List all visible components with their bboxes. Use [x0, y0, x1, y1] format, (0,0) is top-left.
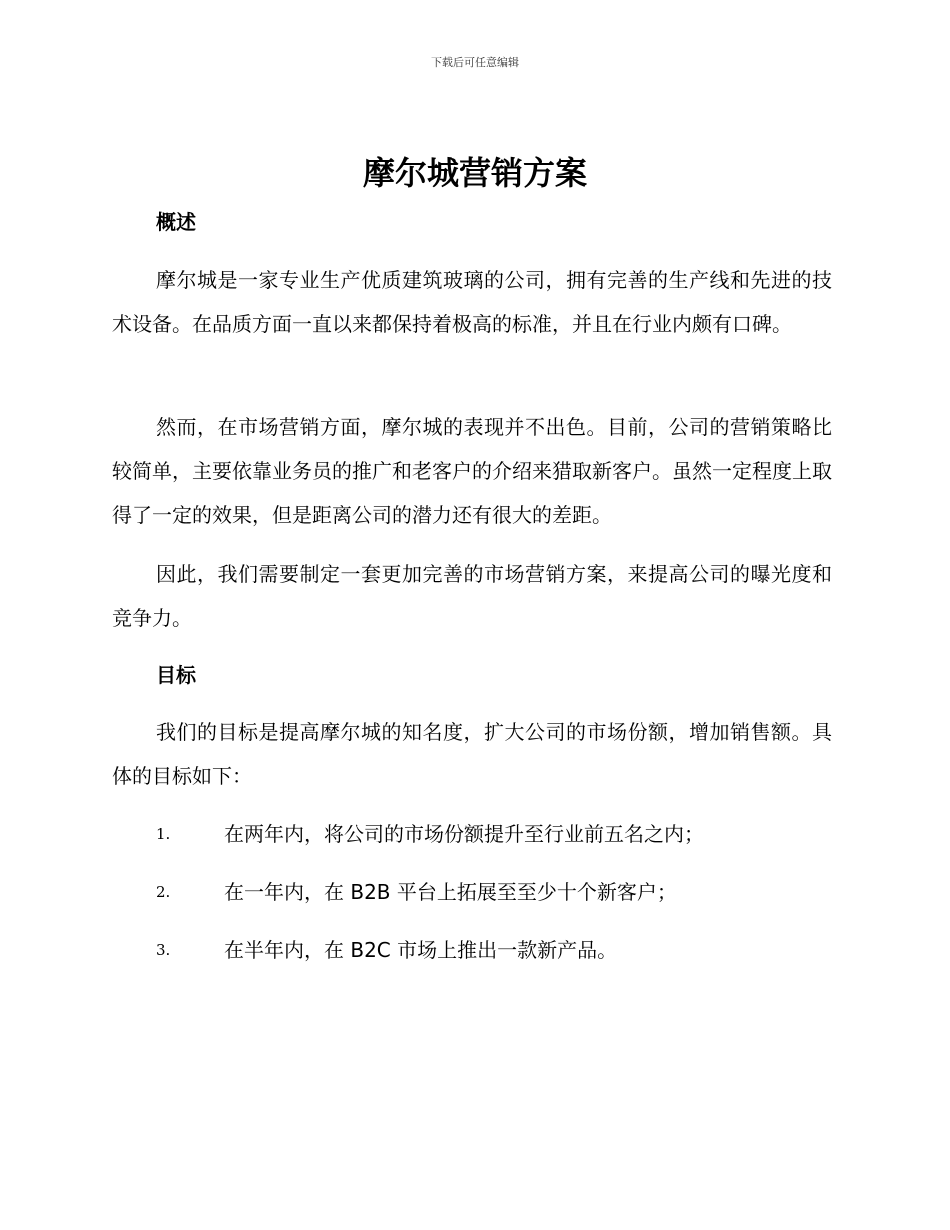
goal-list-item	[156, 876, 836, 908]
goal-list-item	[156, 934, 836, 966]
goal-list-item	[156, 818, 836, 850]
list-text: 在半年内，在 B2C 市场上推出一款新产品。	[224, 938, 618, 962]
list-text: 在一年内，在 B2B 平台上拓展至至少十个新客户；	[224, 880, 677, 904]
list-number: 2.	[156, 883, 171, 901]
overview-paragraph-2: 然而，在市场营销方面，摩尔城的表现并不出色。目前，公司的营销策略比较简单，主要依靠业务员的推广和老客户的介绍来猎取新客户。虽然一定程度上取得了一定的效果，但是距离公司的潜力还有很大的差距。	[112, 415, 832, 527]
list-number: 1.	[156, 825, 171, 843]
section-heading-overview: 概述	[156, 210, 196, 234]
list-number: 3.	[156, 941, 171, 959]
section-heading-goals: 目标	[156, 663, 196, 687]
header-note: 下载后可任意编辑	[431, 56, 519, 69]
overview-paragraph-3: 因此，我们需要制定一套更加完善的市场营销方案，来提高公司的曝光度和竞争力。	[112, 562, 832, 630]
list-text: 在两年内，将公司的市场份额提升至行业前五名之内；	[224, 822, 704, 846]
goals-paragraph: 我们的目标是提高摩尔城的知名度，扩大公司的市场份额，增加销售额。具体的目标如下：	[112, 720, 832, 788]
overview-paragraph-1: 摩尔城是一家专业生产优质建筑玻璃的公司，拥有完善的生产线和先进的技术设备。在品质方面一直以来都保持着极高的标准，并且在行业内颇有口碑。	[112, 268, 832, 336]
document-title: 摩尔城营销方案	[362, 154, 587, 192]
